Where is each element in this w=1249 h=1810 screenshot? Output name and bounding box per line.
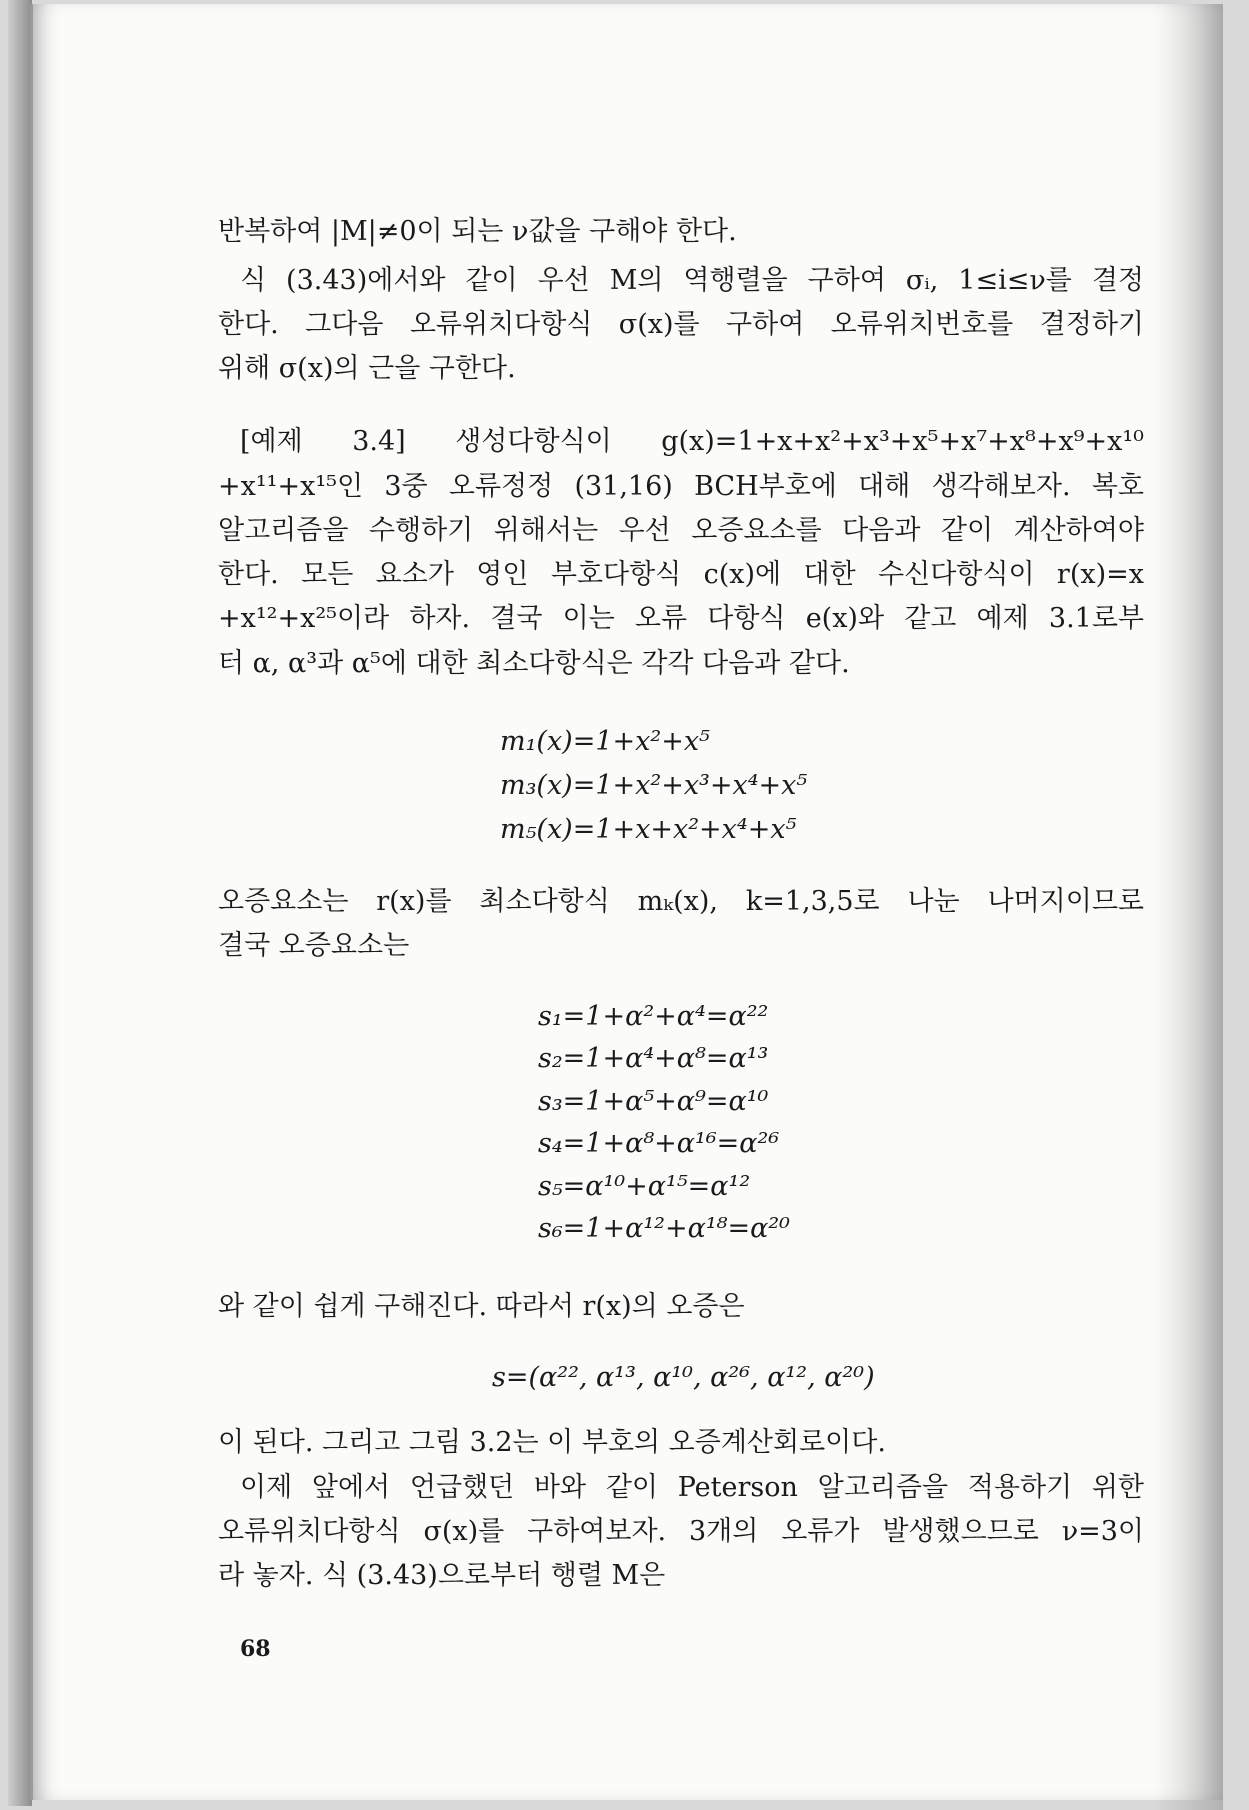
syndrome-s5: s₅=α¹⁰+α¹⁵=α¹² <box>538 1171 751 1202</box>
syndrome-vector: s=(α²², α¹³, α¹⁰, α²⁶, α¹², α²⁰) <box>492 1362 875 1393</box>
syndrome-s1: s₁=1+α²+α⁴=α²² <box>538 1001 769 1032</box>
text-line: 결국 오증요소는 <box>218 930 410 961</box>
page-shadow <box>1153 4 1223 1810</box>
minimal-polynomial-m5: m₅(x)=1+x+x²+x⁴+x⁵ <box>500 814 797 845</box>
text-line: 이 된다. 그리고 그림 3.2는 이 부호의 오증계산회로이다. <box>218 1427 886 1458</box>
syndrome-s6: s₆=1+α¹²+α¹⁸=α²⁰ <box>538 1213 790 1244</box>
text-line: +x¹²+x²⁵이라 하자. 결국 이는 오류 다항식 e(x)와 같고 예제 3.1로부 <box>218 603 1144 634</box>
minimal-polynomial-m3: m₃(x)=1+x²+x³+x⁴+x⁵ <box>500 770 808 801</box>
text-line: 라 놓자. 식 (3.43)으로부터 행렬 M은 <box>218 1560 666 1591</box>
syndrome-s3: s₃=1+α⁵+α⁹=α¹⁰ <box>538 1086 769 1117</box>
text-line: 이제 앞에서 언급했던 바와 같이 Peterson 알고리즘을 적용하기 위한 <box>240 1472 1144 1503</box>
text-line: 반복하여 |M|≠0이 되는 ν값을 구해야 한다. <box>218 216 737 247</box>
text-line: 한다. 그다음 오류위치다항식 σ(x)를 구하여 오류위치번호를 결정하기 <box>218 309 1144 340</box>
example-heading-line: [예제 3.4] 생성다항식이 g(x)=1+x+x²+x³+x⁵+x⁷+x⁸+x⁹+x¹⁰ <box>240 426 1144 457</box>
syndrome-s2: s₂=1+α⁴+α⁸=α¹³ <box>538 1043 769 1074</box>
text-line: 알고리즘을 수행하기 위해서는 우선 오증요소를 다음과 같이 계산하여야 <box>218 515 1144 546</box>
syndrome-s4: s₄=1+α⁸+α¹⁶=α²⁶ <box>538 1128 780 1159</box>
book-spine-edge <box>8 0 32 1806</box>
text-line: +x¹¹+x¹⁵인 3중 오류정정 (31,16) BCH부호에 대해 생각해보자. 복호 <box>218 471 1144 502</box>
text-line: 오증요소는 r(x)를 최소다항식 mₖ(x), k=1,3,5로 나눈 나머지이므로 <box>218 886 1144 917</box>
text-line: 터 α, α³과 α⁵에 대한 최소다항식은 각각 다음과 같다. <box>218 648 850 679</box>
text-line: 오류위치다항식 σ(x)를 구하여보자. 3개의 오류가 발생했으므로 ν=3이 <box>218 1516 1144 1547</box>
text-line: 위해 σ(x)의 근을 구한다. <box>218 353 516 384</box>
text-line: 와 같이 쉽게 구해진다. 따라서 r(x)의 오증은 <box>218 1291 745 1322</box>
text-line: 식 (3.43)에서와 같이 우선 M의 역행렬을 구하여 σᵢ, 1≤i≤ν를 결정 <box>240 265 1144 296</box>
minimal-polynomial-m1: m₁(x)=1+x²+x⁵ <box>500 726 710 757</box>
text-line: 한다. 모든 요소가 영인 부호다항식 c(x)에 대한 수신다항식이 r(x)=x <box>218 559 1144 590</box>
page-number: 68 <box>240 1636 271 1662</box>
